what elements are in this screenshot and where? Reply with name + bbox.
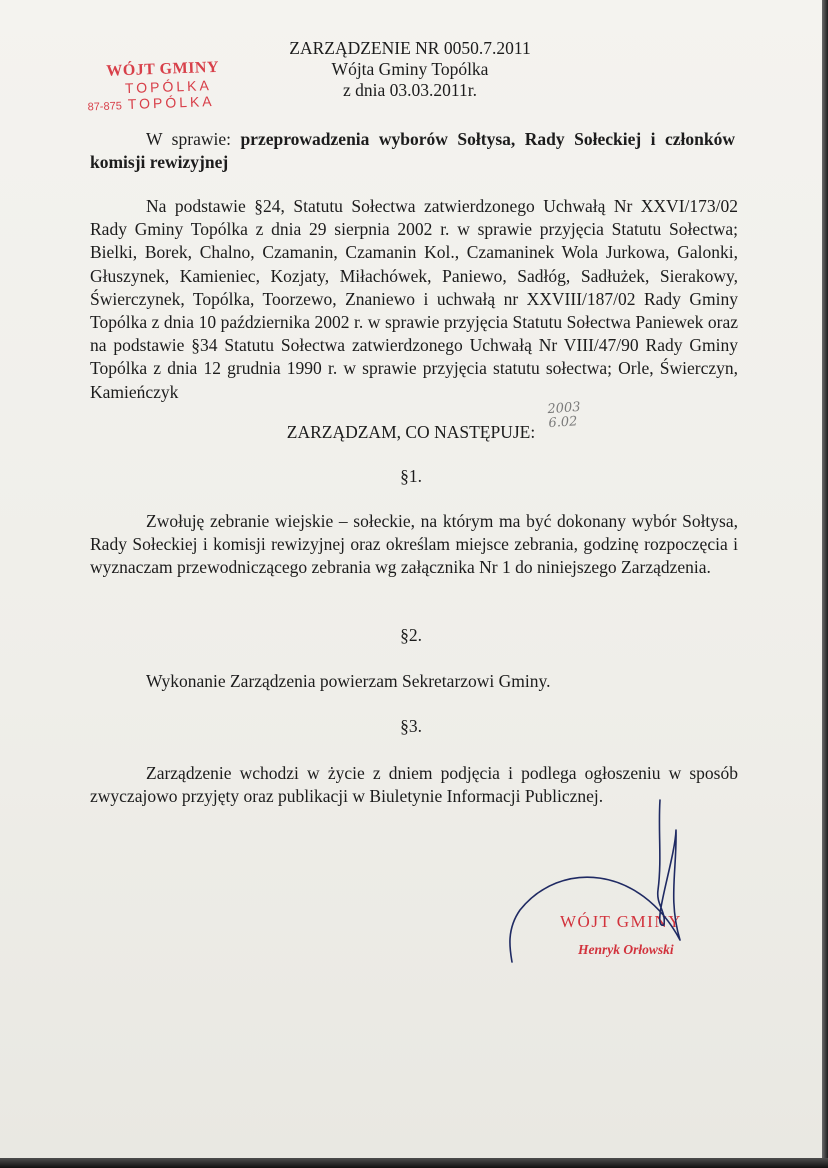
legal-basis-paragraph bbox=[90, 195, 738, 404]
document-title: ZARZĄDZENIE NR 0050.7.2011 bbox=[289, 38, 531, 58]
section-2-mark: §2. bbox=[400, 625, 422, 645]
scan-edge-bottom bbox=[0, 1158, 828, 1168]
legal-basis-text: Na podstawie §24, Statutu Sołectwa zatwierdzonego Uchwałą Nr XXVI/173/02 Rady Gminy Topólka z dnia 29 sierpnia 2002 r. w sprawie przyjęcia Statutu Sołectwa; Bielki, Borek, Chalno, Czamanin, Czamanin Kol., Czamaninek Wola Jurkowa, Galonki, Głuszynek, Kamieniec, Kozjaty, Miłachówek, Paniewo, Sadłóg, Sadłużek, Sierakowy, Świerczynek, Topólka, Toorzewo, Znaniewo i uchwałą nr XXVIII/187/02 Rady Gminy Topólka z dnia 10 października 2002 r. w sprawie przyjęcia Statutu Sołectwa Paniewek oraz na podstawie §34 Statutu Sołectwa zatwierdzonego Uchwałą Nr VIII/47/90 Rady Gminy Topólka z dnia 12 grudnia 1990 r. w sprawie przyjęcia statutu sołectwa; Orle, Świerczyn, Kamieńczyk bbox=[90, 196, 738, 402]
stamp-line-2: TOPÓLKA bbox=[124, 77, 213, 97]
section-1-mark: §1. bbox=[400, 466, 422, 486]
section-1-text bbox=[90, 510, 738, 580]
stamp-zip: 87-875 bbox=[87, 100, 123, 114]
signature-stamp bbox=[560, 912, 760, 958]
scan-edge-right bbox=[822, 0, 828, 1168]
signature-stamp-name: Henryk Orłowski bbox=[578, 942, 674, 957]
section-3-mark: §3. bbox=[400, 716, 422, 736]
document-header bbox=[260, 38, 560, 101]
handwritten-note-line-2: 6.02 bbox=[547, 414, 578, 432]
subject-prefix: W sprawie: bbox=[146, 129, 241, 149]
section-3-body: Zarządzenie wchodzi w życie z dniem podjęcia i podlega ogłoszeniu w sposób zwyczajowo przyjęty oraz publikacji w Biuletynie Informacji Publicznej. bbox=[90, 763, 738, 807]
document-issuer: Wójta Gminy Topólka bbox=[331, 59, 489, 79]
signature-stamp-title: WÓJT GMINY bbox=[560, 912, 682, 931]
section-1-body: Zwołuję zebranie wiejskie – sołeckie, na którym ma być dokonany wybór Sołtysa, Rady Sołeckiej i komisji rewizyjnej oraz określam miejsce zebrania, godzinę rozpoczęcia i wyznaczam przewodniczącego zebrania wg załącznika Nr 1 do niniejszego Zarządzenia. bbox=[90, 511, 738, 578]
document-date: z dnia 03.03.2011r. bbox=[343, 80, 477, 100]
section-2-body: Wykonanie Zarządzenia powierzam Sekretarzowi Gminy. bbox=[146, 671, 551, 691]
section-3-text bbox=[90, 762, 738, 808]
decree-heading: ZARZĄDZAM, CO NASTĘPUJE: bbox=[286, 422, 536, 442]
section-2-text bbox=[90, 670, 738, 693]
handwritten-note-line-1: 2003 bbox=[546, 399, 582, 418]
subject-text: przeprowadzenia wyborów Sołtysa, Rady Sołeckiej i członków komisji rewizyjnej bbox=[90, 129, 735, 173]
office-stamp-top bbox=[87, 57, 270, 114]
stamp-line-3 bbox=[87, 93, 215, 113]
stamp-line-1: WÓJT GMINY bbox=[106, 58, 220, 80]
stamp-town: TOPÓLKA bbox=[127, 92, 215, 113]
document-subject bbox=[90, 128, 735, 174]
